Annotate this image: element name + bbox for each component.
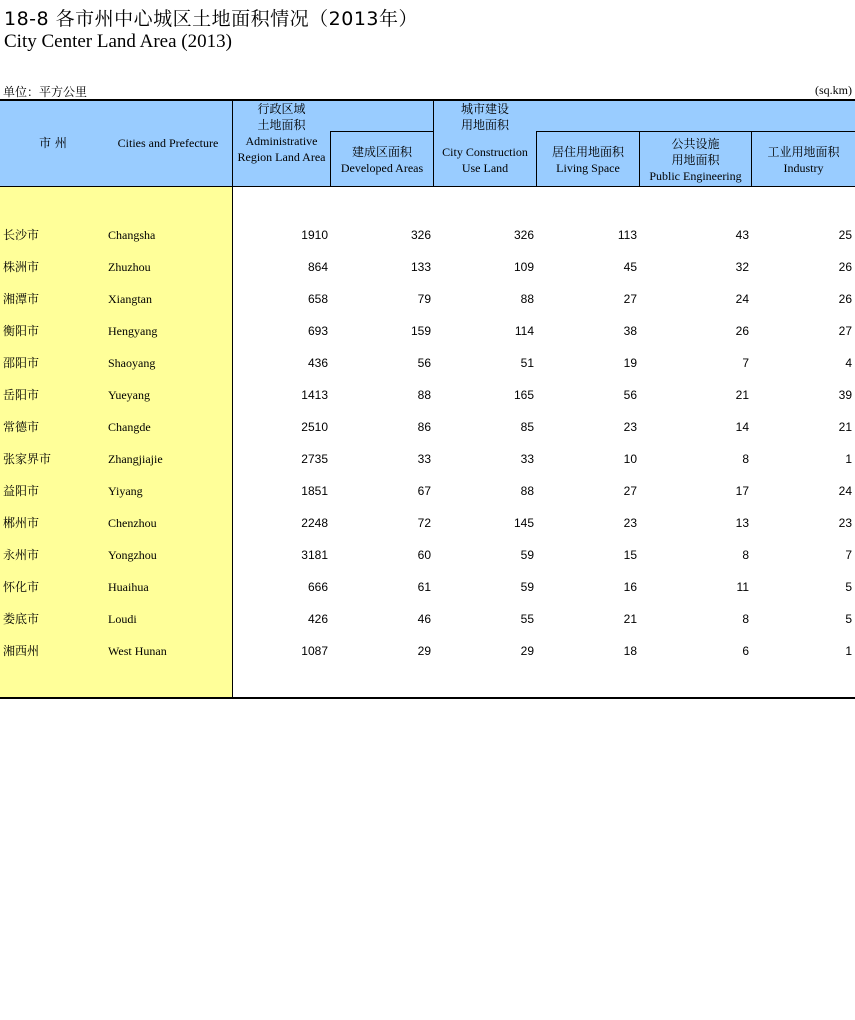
cell-living: 27 xyxy=(623,484,637,498)
city-name-en: Yongzhou xyxy=(108,548,157,562)
city-name-cn: 衡阳市 xyxy=(3,324,40,338)
cell-living: 10 xyxy=(623,452,637,466)
cell-construction: 88 xyxy=(520,484,534,498)
cell-developed: 46 xyxy=(417,612,431,626)
city-name-en: Changsha xyxy=(108,228,156,242)
cell-developed: 72 xyxy=(417,516,431,530)
cell-developed: 133 xyxy=(410,260,431,274)
cell-construction: 109 xyxy=(513,260,534,274)
cell-construction: 114 xyxy=(514,324,534,338)
city-name-en: Xiangtan xyxy=(108,292,152,306)
cell-living: 23 xyxy=(623,516,637,530)
cell-industry: 5 xyxy=(845,580,852,594)
table-row xyxy=(0,603,855,635)
cell-industry: 21 xyxy=(838,420,852,434)
cell-construction: 29 xyxy=(520,644,534,658)
cell-living: 21 xyxy=(623,612,637,626)
cell-industry: 5 xyxy=(845,612,852,626)
city-name-en: Yueyang xyxy=(108,388,150,402)
table-row xyxy=(0,507,855,539)
header-city-cn: 市 州 xyxy=(39,136,67,150)
cell-admin: 1910 xyxy=(301,228,328,242)
cell-public: 26 xyxy=(735,324,749,338)
cell-construction: 59 xyxy=(520,580,534,594)
table-row xyxy=(0,539,855,571)
cell-construction: 88 xyxy=(520,292,534,306)
cell-construction: 59 xyxy=(520,548,534,562)
city-name-cn: 湘潭市 xyxy=(3,292,40,306)
table-row xyxy=(0,475,855,507)
page-subtitle: City Center Land Area (2013) xyxy=(4,31,232,52)
cell-construction: 55 xyxy=(520,612,534,626)
cell-public: 8 xyxy=(742,452,749,466)
cell-public: 17 xyxy=(735,484,749,498)
cell-admin: 426 xyxy=(307,612,328,626)
cell-industry: 26 xyxy=(838,292,852,306)
table-row xyxy=(0,635,855,667)
table-row xyxy=(0,443,855,475)
cell-public: 24 xyxy=(735,292,749,306)
cell-public: 6 xyxy=(742,644,749,658)
cell-public: 8 xyxy=(742,612,749,626)
city-name-cn: 张家界市 xyxy=(3,452,52,466)
header-city-en: Cities and Prefecture xyxy=(117,136,219,150)
city-name-en: Loudi xyxy=(108,612,137,626)
cell-admin: 1413 xyxy=(301,388,328,402)
page-title: 18-8 各市州中心城区土地面积情况（2013年） xyxy=(4,8,419,30)
cell-developed: 159 xyxy=(410,324,431,338)
cell-industry: 7 xyxy=(845,548,852,562)
cell-living: 56 xyxy=(623,388,637,402)
cell-industry: 1 xyxy=(845,452,852,466)
city-name-cn: 娄底市 xyxy=(3,612,40,626)
cell-living: 15 xyxy=(623,548,637,562)
cell-construction: 33 xyxy=(520,452,534,466)
cell-admin: 2510 xyxy=(301,420,328,434)
cell-living: 38 xyxy=(623,324,637,338)
cell-industry: 27 xyxy=(838,324,852,338)
cell-developed: 67 xyxy=(417,484,431,498)
cell-admin: 2735 xyxy=(301,452,328,466)
cell-industry: 25 xyxy=(838,228,852,242)
city-name-cn: 邵阳市 xyxy=(3,356,40,370)
city-name-cn: 益阳市 xyxy=(3,484,40,498)
cell-public: 13 xyxy=(735,516,749,530)
header-divider xyxy=(330,131,433,132)
cell-construction: 165 xyxy=(513,388,534,402)
cell-developed: 88 xyxy=(417,388,431,402)
cell-developed: 56 xyxy=(417,356,431,370)
city-name-cn: 永州市 xyxy=(3,548,40,562)
cell-admin: 658 xyxy=(307,292,328,306)
cell-developed: 326 xyxy=(410,228,431,242)
cell-developed: 60 xyxy=(417,548,431,562)
table-row xyxy=(0,411,855,443)
cell-public: 14 xyxy=(735,420,749,434)
cell-public: 32 xyxy=(735,260,749,274)
cell-industry: 23 xyxy=(838,516,852,530)
city-name-cn: 郴州市 xyxy=(3,516,40,530)
table-row xyxy=(0,571,855,603)
header-construction: City Construction Use Land xyxy=(442,145,528,175)
table-bottom-rule xyxy=(0,697,855,699)
cell-developed: 79 xyxy=(417,292,431,306)
cell-admin: 1087 xyxy=(301,644,328,658)
header-industry: 工业用地面积 Industry xyxy=(767,145,840,175)
header-living: 居住用地面积 Living Space xyxy=(551,145,624,175)
unit-label: 单位：平方公里 xyxy=(3,85,88,99)
cell-developed: 29 xyxy=(417,644,431,658)
header-admin: 行政区域 土地面积 Administrative Region Land Area xyxy=(237,102,326,164)
city-name-en: Huaihua xyxy=(108,580,149,594)
city-name-cn: 怀化市 xyxy=(3,580,40,594)
city-name-en: Zhangjiajie xyxy=(108,452,163,466)
cell-public: 21 xyxy=(735,388,749,402)
cell-living: 19 xyxy=(623,356,637,370)
city-name-en: Shaoyang xyxy=(108,356,156,370)
city-name-en: West Hunan xyxy=(108,644,167,658)
cell-public: 43 xyxy=(735,228,749,242)
cell-industry: 24 xyxy=(838,484,852,498)
city-name-en: Changde xyxy=(108,420,151,434)
city-name-cn: 株洲市 xyxy=(3,260,40,274)
table-row xyxy=(0,379,855,411)
cell-developed: 33 xyxy=(417,452,431,466)
table-row xyxy=(0,219,855,251)
cell-industry: 26 xyxy=(838,260,852,274)
city-name-cn: 湘西州 xyxy=(3,644,40,658)
cell-living: 113 xyxy=(617,228,637,242)
table-row xyxy=(0,283,855,315)
cell-living: 18 xyxy=(623,644,637,658)
cell-industry: 39 xyxy=(838,388,852,402)
city-name-cn: 长沙市 xyxy=(3,228,40,242)
cell-public: 11 xyxy=(736,580,749,594)
cell-admin: 693 xyxy=(307,324,328,338)
cell-construction: 85 xyxy=(520,420,534,434)
table-row xyxy=(0,315,855,347)
cell-admin: 1851 xyxy=(301,484,328,498)
cell-admin: 2248 xyxy=(301,516,328,530)
header-public: 公共设施 用地面积 Public Engineering xyxy=(649,137,742,183)
city-name-en: Hengyang xyxy=(108,324,158,338)
city-name-en: Zhuzhou xyxy=(108,260,151,274)
unit-label-en: (sq.km) xyxy=(815,83,852,97)
cell-admin: 864 xyxy=(307,260,328,274)
cell-living: 45 xyxy=(623,260,637,274)
cell-industry: 4 xyxy=(845,356,852,370)
cell-developed: 61 xyxy=(417,580,431,594)
cell-public: 7 xyxy=(742,356,749,370)
cell-living: 16 xyxy=(623,580,637,594)
cell-living: 27 xyxy=(623,292,637,306)
cell-public: 8 xyxy=(742,548,749,562)
table-row xyxy=(0,251,855,283)
cell-admin: 436 xyxy=(307,356,328,370)
city-name-cn: 岳阳市 xyxy=(3,388,40,402)
cell-construction: 51 xyxy=(520,356,534,370)
header-developed: 建成区面积 Developed Areas xyxy=(340,145,424,175)
city-name-en: Yiyang xyxy=(108,484,143,498)
city-name-cn: 常德市 xyxy=(3,420,40,434)
cell-living: 23 xyxy=(623,420,637,434)
city-name-en: Chenzhou xyxy=(108,516,157,530)
cell-construction: 326 xyxy=(513,228,534,242)
cell-admin: 3181 xyxy=(301,548,328,562)
cell-industry: 1 xyxy=(845,644,852,658)
cell-developed: 86 xyxy=(417,420,431,434)
cell-construction: 145 xyxy=(513,516,534,530)
cell-admin: 666 xyxy=(307,580,328,594)
header-urban: 城市建设 用地面积 xyxy=(460,102,509,132)
header-divider xyxy=(536,131,855,132)
table-row xyxy=(0,347,855,379)
